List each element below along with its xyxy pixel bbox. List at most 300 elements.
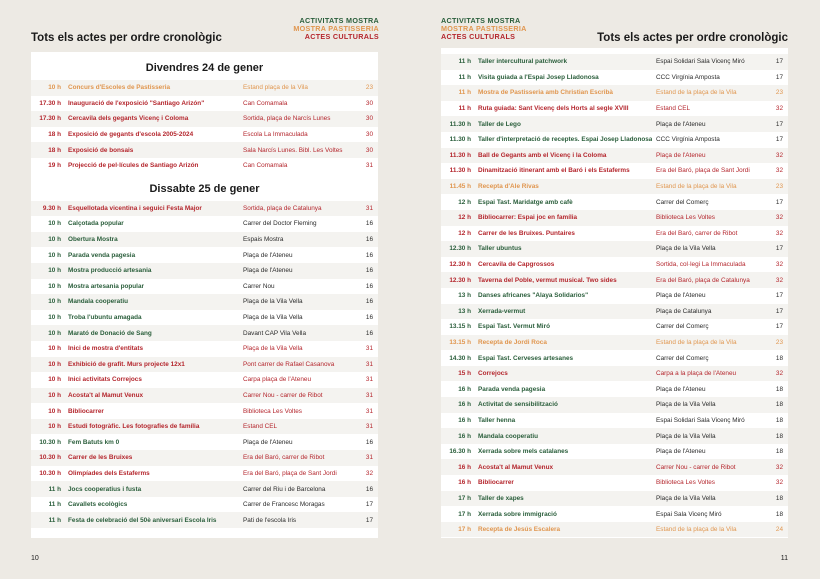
event-name: Xerrada sobre immigració [478, 510, 557, 518]
event-time: 11 h [48, 516, 61, 524]
event-time: 11.45 h [449, 183, 471, 191]
event-time: 17 h [458, 526, 471, 534]
schedule-row [31, 512, 378, 528]
map-ref: 30 [365, 99, 373, 107]
event-name: Xerrada sobre mels catalanes [478, 448, 569, 456]
event-time: 10.30 h [39, 454, 61, 462]
map-ref: 24 [775, 526, 783, 534]
event-time: 10 h [48, 407, 61, 415]
schedule-row [441, 85, 788, 101]
event-time: 11.30 h [449, 136, 471, 144]
schedule-table-saturday-cont [441, 54, 788, 537]
event-name: Exposició de gegants d'escola 2005-2024 [68, 131, 194, 139]
event-name: Carrer de les Bruixes [68, 454, 133, 462]
schedule-row [441, 491, 788, 507]
event-name: Acosta't al Mamut Venux [478, 463, 554, 471]
map-ref: 30 [365, 146, 373, 154]
event-time: 10 h [48, 220, 61, 228]
map-ref: 30 [365, 131, 373, 139]
schedule-row [31, 434, 378, 450]
event-time: 13 h [458, 307, 471, 315]
schedule-row [31, 419, 378, 435]
event-name: Visita guiada a l'Espai Josep Lladonosa [478, 73, 599, 81]
map-ref: 18 [775, 354, 783, 362]
event-place: Era del Baró, carrer de Ribot [656, 229, 738, 237]
event-place: Carrer del Comerç [656, 354, 709, 362]
map-ref: 23 [775, 183, 783, 191]
event-time: 16.30 h [449, 448, 471, 456]
event-time: 11 h [458, 89, 471, 97]
event-name: Acosta't al Mamut Venux [68, 391, 144, 399]
map-ref: 17 [775, 307, 783, 315]
schedule-row [441, 226, 788, 242]
map-ref: 17 [775, 323, 783, 331]
schedule-row [441, 101, 788, 117]
schedule-row [31, 232, 378, 248]
map-ref: 16 [365, 220, 373, 228]
map-ref: 17 [365, 516, 373, 524]
event-name: Calçotada popular [68, 220, 124, 228]
event-place: Can Comamala [243, 162, 288, 170]
event-place: Plaça de la Vila Vella [656, 494, 716, 502]
legend-mostra: ACTIVITATS MOSTRA [299, 16, 379, 25]
schedule-panel-left [31, 52, 378, 538]
event-place: Estand de la plaça de la Vila [656, 338, 737, 346]
event-time: 16 h [458, 385, 471, 393]
event-place: Plaça de l'Ateneu [656, 120, 706, 128]
page-heading: Tots els actes per ordre cronològic [31, 32, 222, 44]
map-ref: 16 [365, 438, 373, 446]
map-ref: 31 [365, 376, 373, 384]
event-time: 13 h [458, 292, 471, 300]
event-time: 16 h [458, 401, 471, 409]
schedule-row [441, 366, 788, 382]
event-time: 9.30 h [42, 204, 61, 212]
event-place: Plaça de l'Ateneu [243, 251, 293, 259]
event-name: Mostra de Pastisseria amb Christian Escribà [478, 89, 613, 97]
map-ref: 32 [775, 214, 783, 222]
event-time: 11 h [458, 58, 471, 66]
event-name: Exhibició de grafit. Murs projecte 12x1 [68, 360, 185, 368]
schedule-row [441, 116, 788, 132]
map-ref: 31 [365, 407, 373, 415]
event-place: Era del Baró, plaça de Sant Jordi [243, 469, 337, 477]
event-time: 10 h [48, 314, 61, 322]
event-name: Espai Tast. Maridatge amb cafè [478, 198, 573, 206]
event-time: 11 h [458, 105, 471, 113]
event-name: Esquellotada vicentina i seguici Festa Major [68, 204, 202, 212]
event-time: 19 h [48, 162, 61, 170]
schedule-row [441, 272, 788, 288]
map-ref: 32 [775, 229, 783, 237]
map-ref: 16 [365, 267, 373, 275]
schedule-row [441, 241, 788, 257]
event-place: Carrer de Francesc Moragas [243, 501, 325, 509]
schedule-row [31, 466, 378, 482]
event-place: Estand plaça de la Vila [243, 84, 308, 92]
map-ref: 32 [775, 370, 783, 378]
category-legend [441, 17, 527, 41]
schedule-row [31, 216, 378, 232]
event-place: Estand de la plaça de la Vila [656, 526, 737, 534]
event-name: Taller de xapes [478, 494, 524, 502]
schedule-row [31, 247, 378, 263]
event-place: Sortida, plaça de Narcís Lunes [243, 115, 331, 123]
event-time: 10 h [48, 345, 61, 353]
event-name: Mandala cooperatiu [68, 298, 129, 306]
event-time: 12 h [458, 214, 471, 222]
event-name: Correjocs [478, 370, 508, 378]
schedule-table-friday [31, 80, 378, 174]
event-name: Taller intercultural patchwork [478, 58, 568, 66]
event-name: Cavallets ecològics [68, 501, 128, 509]
event-name: Concurs d'Escoles de Pastisseria [68, 84, 171, 92]
event-place: Carrer del Comerç [656, 198, 709, 206]
event-time: 16 h [458, 463, 471, 471]
event-place: Era del Baró, plaça de Sant Jordi [656, 167, 750, 175]
schedule-row [441, 428, 788, 444]
map-ref: 16 [365, 329, 373, 337]
schedule-row [31, 142, 378, 158]
event-place: Plaça de Catalunya [656, 307, 712, 315]
event-name: Cercavila dels gegants Vicenç i Coloma [68, 115, 189, 123]
event-time: 11 h [48, 485, 61, 493]
event-name: Parada venda pagesia [68, 251, 136, 259]
event-name: Dinamització itinerant amb el Baró i els Estaferms [478, 167, 630, 175]
schedule-row [441, 304, 788, 320]
schedule-row [441, 506, 788, 522]
event-name: Bibliocarrer: Espai joc en família [478, 214, 578, 222]
schedule-row [31, 388, 378, 404]
event-name: Inici de mostra d'entitats [68, 345, 144, 353]
map-ref: 31 [365, 360, 373, 368]
map-ref: 31 [365, 204, 373, 212]
event-name: Taller henna [478, 416, 516, 424]
event-place: Carrer Nou - carrer de Ribot [243, 391, 323, 399]
map-ref: 17 [775, 73, 783, 81]
event-place: Carrer del Comerç [656, 323, 709, 331]
schedule-row [31, 341, 378, 357]
schedule-row [31, 263, 378, 279]
schedule-row [31, 111, 378, 127]
event-place: Carrer del Riu i de Barcelona [243, 485, 326, 493]
schedule-row [31, 310, 378, 326]
event-place: Espai Solidari Sala Vicenç Miró [656, 416, 745, 424]
event-time: 10 h [48, 329, 61, 337]
schedule-row [441, 444, 788, 460]
event-place: Escola La Immaculada [243, 131, 308, 139]
event-time: 11.30 h [449, 151, 471, 159]
schedule-row [441, 257, 788, 273]
schedule-row [441, 210, 788, 226]
map-ref: 32 [775, 151, 783, 159]
schedule-row [441, 70, 788, 86]
event-name: Recepta de Jesús Escalera [478, 526, 561, 534]
map-ref: 16 [365, 485, 373, 493]
event-place: Plaça de la Vila Vella [656, 432, 716, 440]
event-name: Festa de celebració del 50è aniversari Escola Iris [68, 516, 217, 524]
event-time: 10 h [48, 251, 61, 259]
event-name: Parada venda pagesia [478, 385, 546, 393]
event-time: 15 h [458, 370, 471, 378]
event-time: 10 h [48, 267, 61, 275]
event-place: Plaça de l'Ateneu [656, 292, 706, 300]
event-time: 17 h [458, 510, 471, 518]
event-time: 11.30 h [449, 167, 471, 175]
map-ref: 23 [775, 338, 783, 346]
event-place: Era del Baró, carrer de Ribot [243, 454, 325, 462]
schedule-row [31, 403, 378, 419]
schedule-row [441, 350, 788, 366]
event-time: 17.30 h [39, 99, 61, 107]
map-ref: 32 [775, 167, 783, 175]
event-time: 17 h [458, 494, 471, 502]
event-time: 11.30 h [449, 120, 471, 128]
event-time: 12 h [458, 229, 471, 237]
schedule-row [441, 413, 788, 429]
event-name: Cercavila de Capgrossos [478, 261, 555, 269]
event-time: 14.30 h [449, 354, 471, 362]
event-time: 10 h [48, 84, 61, 92]
event-time: 12.30 h [449, 276, 471, 284]
map-ref: 31 [365, 454, 373, 462]
event-time: 10 h [48, 298, 61, 306]
event-place: Pati de l'escola Iris [243, 516, 297, 524]
event-place: Biblioteca Les Voltes [243, 407, 302, 415]
legend-pastisseria: MOSTRA PASTISSERIA [293, 24, 379, 33]
map-ref: 18 [775, 510, 783, 518]
event-place: CCC Virgínia Amposta [656, 136, 720, 144]
schedule-row [441, 522, 788, 538]
day-title-saturday: Dissabte 25 de gener [149, 182, 260, 195]
schedule-table-saturday [31, 201, 378, 528]
map-ref: 30 [365, 115, 373, 123]
event-name: Bibliocarrer [68, 407, 104, 415]
map-ref: 18 [775, 401, 783, 409]
event-time: 12.30 h [449, 245, 471, 253]
event-name: Olimpíades dels Estaferms [68, 469, 150, 477]
right-page [410, 0, 820, 579]
page-number: 11 [780, 555, 788, 562]
map-ref: 17 [775, 198, 783, 206]
event-time: 11 h [458, 73, 471, 81]
event-name: Inici activitats Correjocs [68, 376, 142, 384]
map-ref: 32 [775, 276, 783, 284]
map-ref: 16 [365, 236, 373, 244]
day-title-friday: Divendres 24 de gener [145, 62, 264, 74]
page-heading: Tots els actes per ordre cronològic [597, 32, 788, 44]
event-place: Espais Mostra [243, 236, 284, 244]
event-name: Danses africanes "Alaya Solidarios" [478, 292, 589, 300]
schedule-row [441, 148, 788, 164]
legend-mostra: ACTIVITATS MOSTRA [441, 16, 521, 25]
schedule-row [441, 335, 788, 351]
event-place: Sala Narcís Lunes. Bibl. Les Voltes [243, 146, 343, 154]
event-time: 10 h [48, 282, 61, 290]
schedule-row [31, 158, 378, 174]
event-name: Troba l'ubuntu amagada [68, 314, 142, 322]
event-time: 16 h [458, 416, 471, 424]
legend-pastisseria: MOSTRA PASTISSERIA [441, 24, 527, 33]
event-name: Espai Tast. Vermut Miró [478, 323, 550, 331]
event-name: Exposició de bonsais [68, 146, 134, 154]
event-place: Plaça de la Vila Vella [243, 314, 303, 322]
schedule-row [441, 288, 788, 304]
event-place: Biblioteca Les Voltes [656, 479, 715, 487]
schedule-panel-right [441, 48, 788, 538]
map-ref: 17 [775, 58, 783, 66]
event-name: Estudi fotogràfic. Les fotografies de família [68, 423, 200, 431]
event-place: Estand CEL [656, 105, 691, 113]
event-place: Pont carrer de Rafael Casanova [243, 360, 335, 368]
schedule-row [31, 450, 378, 466]
event-name: Taller ubuntus [478, 245, 522, 253]
schedule-row [31, 481, 378, 497]
legend-cultural: ACTES CULTURALS [441, 32, 516, 41]
map-ref: 31 [365, 423, 373, 431]
schedule-row [31, 80, 378, 96]
event-time: 18 h [48, 131, 61, 139]
event-place: Plaça de la Vila Vella [656, 401, 716, 409]
event-place: Espai Solidari Sala Vicenç Miró [656, 58, 745, 66]
event-place: Sortida, col·legi La Immaculada [656, 261, 746, 269]
category-legend [293, 17, 379, 41]
event-name: Inauguració de l'exposició "Santiago Arizón" [68, 99, 205, 107]
map-ref: 17 [775, 136, 783, 144]
event-name: Taverna del Poble, vermut musical. Two sides [478, 276, 617, 284]
map-ref: 16 [365, 314, 373, 322]
map-ref: 23 [365, 84, 373, 92]
event-name: Espai Tast. Cerveses artesanes [478, 354, 574, 362]
page-number: 10 [31, 555, 39, 562]
legend-cultural: ACTES CULTURALS [304, 32, 379, 41]
map-ref: 18 [775, 448, 783, 456]
event-place: Davant CAP Vila Vella [243, 329, 306, 337]
map-ref: 31 [365, 391, 373, 399]
event-time: 12.30 h [449, 261, 471, 269]
event-name: Ball de Gegants amb el Vicenç i la Coloma [478, 151, 607, 159]
map-ref: 17 [365, 501, 373, 509]
map-ref: 31 [365, 345, 373, 353]
event-time: 17.30 h [39, 115, 61, 123]
schedule-row [31, 372, 378, 388]
map-ref: 32 [775, 261, 783, 269]
event-time: 16 h [458, 432, 471, 440]
event-place: Carrer del Doctor Fleming [243, 220, 317, 228]
map-ref: 18 [775, 494, 783, 502]
event-place: Sortida, plaça de Catalunya [243, 204, 322, 212]
schedule-row [31, 497, 378, 513]
schedule-row [441, 475, 788, 491]
event-place: Estand de la plaça de la Vila [656, 89, 737, 97]
event-name: Taller de Lego [478, 120, 521, 128]
event-time: 16 h [458, 479, 471, 487]
event-place: Carpa plaça de l'Ateneu [243, 376, 312, 384]
event-place: Biblioteca Les Voltes [656, 214, 715, 222]
event-name: Fem Batuts km 0 [68, 438, 120, 446]
schedule-row [31, 96, 378, 112]
event-place: Era del Baró, plaça de Catalunya [656, 276, 750, 284]
map-ref: 32 [365, 469, 373, 477]
event-place: Estand CEL [243, 423, 278, 431]
schedule-row [441, 194, 788, 210]
event-name: Xerrada-vermut [478, 307, 526, 315]
schedule-row [441, 319, 788, 335]
event-place: Carrer Nou - carrer de Ribot [656, 463, 736, 471]
schedule-row [31, 127, 378, 143]
schedule-row [441, 179, 788, 195]
schedule-row [31, 325, 378, 341]
event-name: Carrer de les Bruixes. Puntaires [478, 229, 575, 237]
schedule-row [31, 294, 378, 310]
event-place: CCC Virgínia Amposta [656, 73, 720, 81]
event-time: 10.30 h [39, 438, 61, 446]
map-ref: 18 [775, 385, 783, 393]
event-name: Mostra producció artesania [68, 267, 152, 275]
event-place: Plaça de l'Ateneu [243, 267, 293, 275]
map-ref: 17 [775, 292, 783, 300]
map-ref: 17 [775, 120, 783, 128]
event-place: Can Comamala [243, 99, 288, 107]
event-name: Recepta d'Ale Rivas [478, 183, 539, 191]
event-name: Jocs cooperatius i fusta [68, 485, 142, 493]
schedule-row [441, 54, 788, 70]
event-place: Plaça de l'Ateneu [656, 151, 706, 159]
event-time: 10.30 h [39, 469, 61, 477]
event-name: Recepta de Jordi Roca [478, 338, 547, 346]
map-ref: 18 [775, 416, 783, 424]
map-ref: 32 [775, 479, 783, 487]
event-place: Espai Sala Vicenç Miró [656, 510, 722, 518]
map-ref: 23 [775, 89, 783, 97]
event-time: 18 h [48, 146, 61, 154]
event-name: Activitat de sensibilització [478, 401, 558, 409]
event-place: Plaça de l'Ateneu [243, 438, 293, 446]
event-name: Obertura Mostra [68, 236, 118, 244]
event-name: Marató de Donació de Sang [68, 329, 152, 337]
event-name: Mandala cooperatiu [478, 432, 539, 440]
schedule-row [31, 201, 378, 217]
map-ref: 31 [365, 162, 373, 170]
event-place: Plaça de l'Ateneu [656, 448, 706, 456]
event-time: 13.15 h [449, 323, 471, 331]
event-place: Carpa a la plaça de l'Ateneu [656, 370, 737, 378]
schedule-row [31, 279, 378, 295]
event-time: 13.15 h [449, 338, 471, 346]
schedule-row [441, 132, 788, 148]
schedule-row [441, 381, 788, 397]
event-place: Plaça de l'Ateneu [656, 385, 706, 393]
event-name: Mostra artesania popular [68, 282, 144, 290]
event-place: Carrer Nou [243, 282, 275, 290]
event-place: Plaça de la Vila Vella [656, 245, 716, 253]
event-place: Estand de la plaça de la Vila [656, 183, 737, 191]
event-name: Ruta guiada: Sant Vicenç dels Horts al segle XVIII [478, 105, 629, 113]
schedule-row [441, 397, 788, 413]
event-place: Plaça de la Vila Vella [243, 298, 303, 306]
map-ref: 16 [365, 298, 373, 306]
event-time: 10 h [48, 391, 61, 399]
event-time: 10 h [48, 376, 61, 384]
event-name: Bibliocarrer [478, 479, 514, 487]
event-time: 10 h [48, 423, 61, 431]
event-name: Taller d'interpretació de receptes. Espai Josep Lladonosa [478, 136, 652, 144]
event-time: 10 h [48, 236, 61, 244]
schedule-row [31, 357, 378, 373]
map-ref: 32 [775, 463, 783, 471]
schedule-row [441, 459, 788, 475]
map-ref: 16 [365, 251, 373, 259]
